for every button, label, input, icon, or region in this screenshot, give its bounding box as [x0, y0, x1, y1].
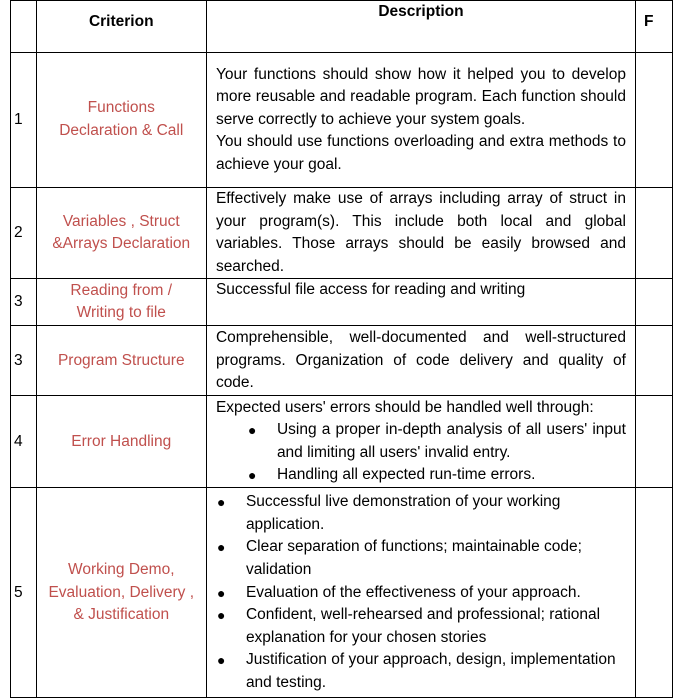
table-row — [11, 188, 673, 279]
list-item: ● Handling all expected run-time errors. — [247, 466, 536, 484]
bullet-list — [216, 419, 626, 487]
header-criterion: Criterion — [36, 1, 206, 53]
row-extra — [635, 326, 672, 396]
row-number: 3 — [11, 279, 37, 326]
row-description: Expected users' errors should be handled well through: ● Using a proper in-depth analysis of all users' input and limiting all users' invalid entry. ● Handling all expected run-time errors. — [206, 396, 635, 488]
row-description: Your functions should show how it helped you to develop more reusable and readable program. Each function should serve correctly to achieve your system goals. You should use functions overloading and extra methods to achieve your goal. — [206, 53, 635, 188]
rubric-table — [10, 0, 673, 698]
header-number — [11, 1, 37, 53]
list-item: ● Justification of your approach, design, implementation and testing. — [216, 651, 616, 691]
row-criterion: Program Structure — [36, 326, 206, 396]
row-description: Effectively make use of arrays including array of struct in your program(s). This include both local and global variables. Those arrays should be easily browsed and searched. — [206, 188, 635, 279]
list-item: ● Clear separation of functions; maintainable code; validation — [216, 538, 582, 578]
row-criterion: Error Handling — [36, 396, 206, 488]
list-item: ● Evaluation of the effectiveness of your approach. — [216, 583, 581, 601]
header-description: Description — [206, 1, 635, 53]
bullet-list — [216, 491, 626, 694]
list-item: ● Successful live demonstration of your working application. — [216, 493, 561, 533]
table-row — [11, 53, 673, 188]
table-row — [11, 396, 673, 488]
list-item: ● Using a proper in-depth analysis of all users' input and limiting all users' invalid entry. — [247, 421, 626, 461]
row-number: 3 — [11, 326, 37, 396]
header-row — [11, 1, 673, 53]
row-criterion: Reading from / Writing to file — [36, 279, 206, 326]
table-row — [11, 326, 673, 396]
row-extra — [635, 188, 672, 279]
row-description — [206, 488, 635, 698]
row-criterion: Variables , Struct &Arrays Declaration — [36, 188, 206, 279]
row-number: 2 — [11, 188, 37, 279]
row-criterion: Functions Declaration & Call — [36, 53, 206, 188]
header-extra: F — [635, 1, 672, 53]
row-extra — [635, 396, 672, 488]
row-extra — [635, 279, 672, 326]
row-description: Successful file access for reading and writing — [206, 279, 635, 326]
row-extra — [635, 488, 672, 698]
row-number: 5 — [11, 488, 37, 698]
table-row — [11, 488, 673, 698]
row-description: Comprehensible, well-documented and well-structured programs. Organization of code delivery and quality of code. — [206, 326, 635, 396]
list-item: ● Confident, well-rehearsed and professional; rational explanation for your chosen stories — [216, 606, 601, 646]
row-criterion: Working Demo, Evaluation, Delivery , & Justification — [36, 488, 206, 698]
row-extra — [635, 53, 672, 188]
row-number: 1 — [11, 53, 37, 188]
table-row — [11, 279, 673, 326]
row-number: 4 — [11, 396, 37, 488]
